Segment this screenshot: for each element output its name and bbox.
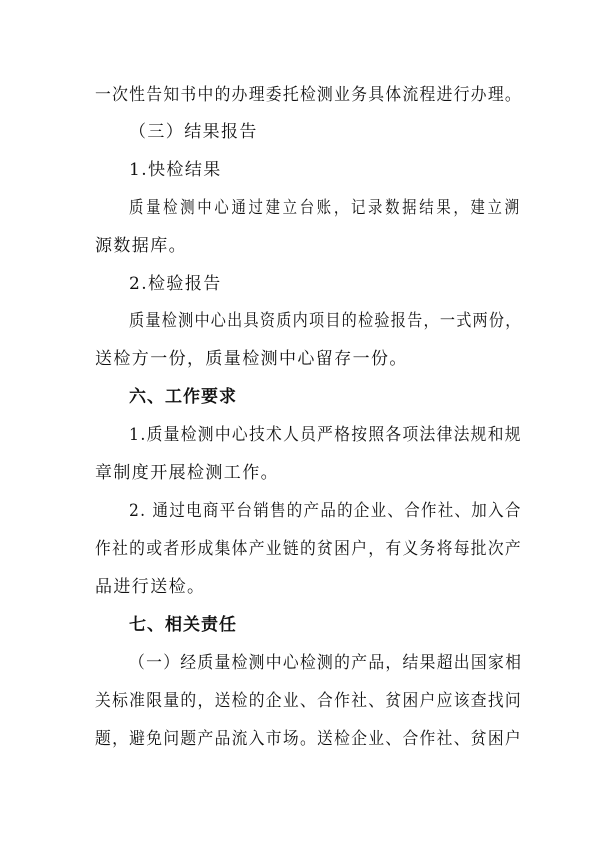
paragraph-line: 质量检测中心出具资质内项目的检验报告，一式两份，	[129, 311, 522, 331]
item-heading-inspection-report: 2.检验报告	[129, 274, 222, 294]
subsection-heading-results-report: （三）结果报告	[129, 122, 258, 142]
paragraph-line: 关标准限量的，送检的企业、合作社、贫困户应该查找问	[95, 691, 523, 711]
paragraph-line: 品进行送检。	[95, 577, 206, 597]
paragraph-line: 题，避免问题产品流入市场。送检企业、合作社、贫困户	[95, 729, 523, 749]
paragraph-line: （一）经质量检测中心检测的产品，结果超出国家相	[129, 653, 523, 673]
section-heading-related-responsibilities: 七、相关责任	[129, 615, 237, 635]
section-heading-work-requirements: 六、工作要求	[129, 387, 237, 407]
paragraph-line: 章制度开展检测工作。	[95, 463, 279, 483]
item-heading-quick-test: 1.快检结果	[129, 160, 222, 180]
paragraph-line: 2. 通过电商平台销售的产品的企业、合作社、加入合	[129, 501, 522, 521]
paragraph-line: 送检方一份，质量检测中心留存一份。	[95, 349, 408, 369]
paragraph-line: 质量检测中心通过建立台账，记录数据结果，建立溯	[129, 198, 522, 218]
paragraph-line: 一次性告知书中的办理委托检测业务具体流程进行办理。	[95, 85, 523, 105]
paragraph-line: 作社的或者形成集体产业链的贫困户，有义务将每批次产	[95, 539, 523, 559]
paragraph-line: 1.质量检测中心技术人员严格按照各项法律法规和规	[129, 425, 522, 445]
paragraph-line: 源数据库。	[95, 236, 187, 256]
